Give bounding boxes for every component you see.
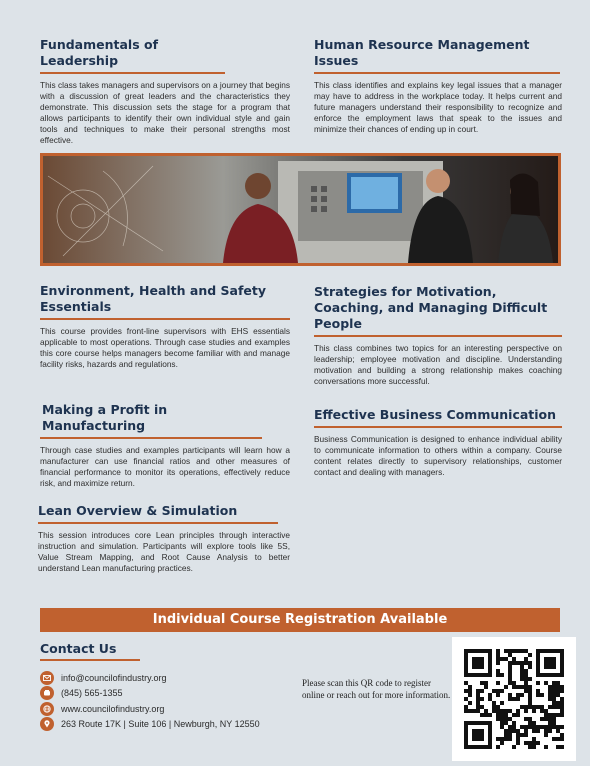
workshop-photo-illustration [43,156,558,263]
address-text: 263 Route 17K | Suite 106 | Newburgh, NY 12550 [61,719,260,729]
website-text[interactable]: www.councilofindustry.org [61,704,165,714]
email-text[interactable]: info@councilofindustry.org [61,673,167,683]
globe-icon [40,702,54,716]
contact-title: Contact Us [40,641,140,661]
course-title: Making a Profit in Manufacturing [40,402,262,439]
course-hr-management [314,37,562,135]
phone-text[interactable]: (845) 565-1355 [61,688,123,698]
course-title: Human Resource Management Issues [314,37,560,74]
qr-code[interactable] [452,637,576,761]
contact-phone[interactable] [40,686,123,700]
location-pin-icon [40,717,54,731]
course-description: This class combines two topics for an interesting perspective on leadership; employee motivation and discipline. Understanding motivation and building a strong relationship makes coaching conversations more successful. [314,343,562,386]
course-description: This session introduces core Lean principles through interactive instruction and simulation. Participants will explore tools like 5S, Value Stream Mapping, and Root Cause Analysis to better understand Lean manufacturing practices. [38,530,290,573]
qr-code-graphic [452,637,576,761]
email-icon [40,671,54,685]
course-description: This class identifies and explains key legal issues that a manager may have to address in the workplace today. It helps current and future managers understand their responsibility to recognize and enforce the employment laws that speak to the issues and minimize their chances of ending up in court. [314,80,562,134]
course-description: This course provides front-line supervisors with EHS essentials applicable to most operations. Through case studies and examples this core course helps managers become familiar with and manage facility risks, hazards and regulations. [40,326,290,369]
course-title: Lean Overview & Simulation [38,503,278,524]
contact-website[interactable] [40,702,164,716]
contact-address [40,717,260,731]
course-fundamentals-of-leadership [40,37,290,145]
course-description: This class takes managers and supervisors on a journey that begins with a discussion of great leaders and the characteristics they demonstrate. This discussion sets the stage for a program that allows participants to identify their own individual style and gain tools and techniques to make their personal strengths most effective. [40,80,290,145]
course-lean-overview [38,502,290,574]
course-description: Business Communication is designed to enhance individual ability to communicate information to others within a company. Course content relates directly to supervisory relationships, customer contact and dealing with managers. [314,434,562,477]
contact-email[interactable] [40,671,167,685]
course-title: Effective Business Communication [314,407,562,428]
phone-icon [40,686,54,700]
course-description: Through case studies and examples participants will learn how a manufacturer can use financial ratios and other measures of financial performance to monitor its operations, effectively reduce risk, and maximize return. [40,445,290,488]
course-business-communication [314,407,562,478]
hero-photo [40,153,561,266]
course-title: Environment, Health and Safety Essentials [40,283,290,320]
course-title: Fundamentals of Leadership [40,37,225,74]
qr-instructions: Please scan this QR code to register online or reach out for more information. [302,678,451,700]
course-motivation-coaching [314,284,562,387]
course-title: Strategies for Motivation, Coaching, and Managing Difficult People [314,284,562,337]
course-making-a-profit [40,402,290,489]
course-ehs-essentials [40,283,290,370]
registration-banner: Individual Course Registration Available [40,608,560,632]
